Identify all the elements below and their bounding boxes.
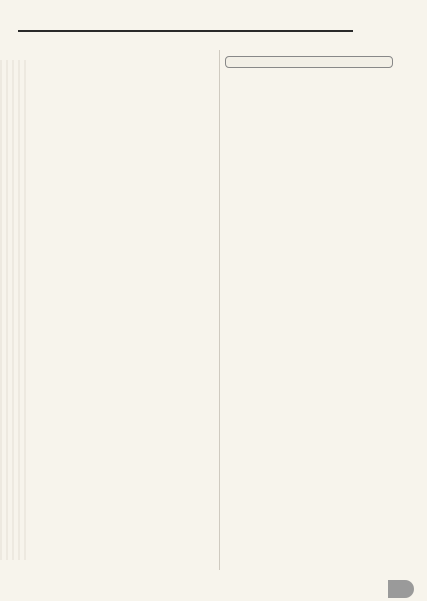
header-rule <box>18 30 353 32</box>
page-header <box>0 0 427 40</box>
right-column <box>225 44 393 68</box>
page-footer <box>0 580 427 601</box>
side-decoration <box>0 60 26 560</box>
author-bio <box>225 56 393 68</box>
column-divider <box>219 50 220 570</box>
page-number <box>388 580 414 598</box>
